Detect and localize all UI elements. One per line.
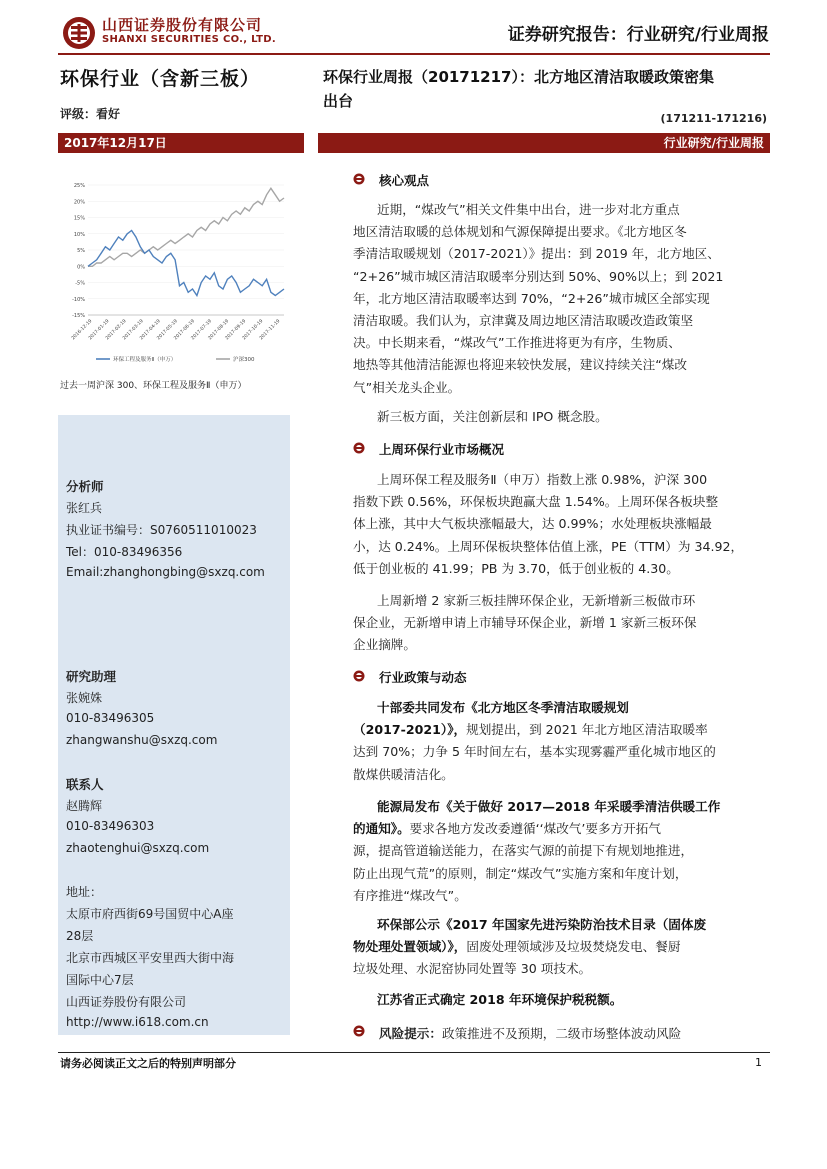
series-line (88, 231, 284, 296)
risk-warning (379, 1023, 681, 1042)
assistant-heading: 研究助理 (66, 669, 117, 684)
text-line: 散煤供暖清洁化。 (353, 766, 454, 782)
text-line-bold: 物处理处置领域）》， (353, 939, 467, 955)
text-line-bold: 的通知》。 (353, 821, 410, 837)
address-line4: 国际中心7层 (66, 973, 134, 987)
text-line: 年，北方地区清洁取暖率达到 70%，“2+26”城市城区全部实现 (353, 290, 710, 306)
contact-tel: 010-83496303 (66, 819, 155, 833)
report-range: (171211-171216) (660, 112, 767, 125)
policy-item-4 (353, 989, 769, 1011)
text-line: 固废处理领域涉及垃圾焚烧发电、餐厨 (466, 939, 681, 955)
text-line: 清洁取暖。我们认为，京津冀及周边地区清洁取暖改造政策坚 (353, 313, 694, 329)
x-tick-label: 2017-04-19 (139, 318, 162, 342)
risk-text: 政策推进不及预期，二级市场整体波动风险 (441, 1026, 682, 1041)
text-line: 地热等其他清洁能源也将迎来较快发展，建议持续关注“煤改 (353, 357, 687, 373)
assistant-name: 张婉姝 (66, 691, 103, 705)
y-tick-label: 15% (73, 215, 85, 222)
report-tag: 行业研究/行业周报 (318, 133, 770, 153)
text-line: 上周环保工程及服务Ⅱ（申万）指数上涨 0.98%，沪深 300 (377, 472, 708, 487)
header-divider (58, 53, 770, 55)
text-line: 小，达 0.24%。上周环保板块整体估值上涨，PE（TTM）为 34.92， (353, 538, 744, 554)
report-title-line2: 出台 (323, 92, 354, 110)
analyst-tel: Tel：010-83496356 (66, 545, 183, 559)
text-line: 防止出现气荒”的原则，制定“煤改气”实施方案和年度计划， (353, 865, 688, 881)
industry-title: 环保行业（含新三板） (60, 68, 261, 90)
performance-chart (60, 175, 296, 375)
y-tick-label: -5% (75, 280, 85, 287)
text-line: 保企业，无新增申请上市辅导环保企业，新增 1 家新三板环保 (353, 615, 697, 631)
text-line: 近期，“煤改气”相关文件集中出台，进一步对北方重点 (377, 202, 680, 217)
company-url[interactable]: http://www.i618.com.cn (66, 1015, 209, 1029)
legend-label: 环保工程及服务Ⅱ（申万） (113, 357, 177, 363)
section-bullet-icon (353, 1025, 365, 1037)
x-tick-label: 2017-10-19 (241, 318, 265, 342)
x-tick-label: 2017-06-19 (173, 318, 196, 342)
x-tick-label: 2017-11-19 (258, 318, 282, 342)
policy-item-1 (353, 697, 769, 786)
x-tick-label: 2017-03-19 (122, 318, 145, 342)
analyst-heading: 分析师 (66, 479, 104, 494)
x-tick-label: 2017-08-19 (207, 318, 231, 342)
text-line: 地区清洁取暖的总体规划和气源保障提出要求。《北方地区冬 (353, 224, 687, 240)
text-line: 有序推进“煤改气”。 (353, 887, 467, 903)
y-tick-label: 20% (73, 199, 85, 206)
address-line3: 北京市西城区平安里西大街中海 (66, 951, 235, 965)
contact-name: 赵腾辉 (66, 799, 103, 813)
analyst-name: 张红兵 (66, 501, 103, 515)
x-tick-label: 2017-05-19 (156, 318, 179, 342)
section-market-title: 上周环保行业市场概况 (379, 442, 505, 457)
x-tick-label: 2016-12-19 (70, 318, 94, 342)
neeq-paragraph: 新三板方面，关注创新层和 IPO 概念股。 (377, 409, 608, 424)
y-tick-label: -10% (72, 296, 85, 303)
company-name: 山西证券股份有限公司 (66, 995, 187, 1009)
text-line: 决。中长期来看，“煤改气”工作推进将更为有序，生物质、 (353, 335, 681, 351)
risk-label: 风险提示： (379, 1026, 442, 1041)
rating: 评级：看好 (60, 107, 121, 121)
text-line: 指数下跌 0.56%，环保板块跑赢大盘 1.54%。上周环保各板块整 (353, 494, 719, 510)
policy-item-3 (353, 914, 769, 981)
company-name-cn: 山西证券股份有限公司 (102, 16, 263, 34)
section-core-view-title: 核心观点 (379, 173, 430, 188)
contact-heading: 联系人 (66, 777, 104, 792)
core-view-paragraph (353, 199, 769, 399)
text-line: 季清洁取暖规划（2017-2021）》提出：到 2019 年，北方地区、 (353, 246, 720, 262)
text-line-bold: 十部委共同发布《北方地区冬季清洁取暖规划 (377, 700, 629, 715)
text-line: 企业摘牌。 (353, 637, 416, 653)
text-line: 低于创业板的 41.99；PB 为 3.70，低于创业板的 4.30。 (353, 560, 679, 576)
x-tick-label: 2017-02-19 (105, 318, 128, 342)
section-bullet-icon (353, 442, 365, 454)
footer-divider (58, 1052, 770, 1053)
company-name-en: SHANXI SECURITIES CO., LTD. (102, 34, 276, 45)
market-paragraph (353, 469, 769, 580)
address-line1: 太原市府西街69号国贸中心A座 (66, 907, 234, 921)
page-number: 1 (755, 1056, 762, 1069)
series-line (88, 188, 284, 266)
contact-email[interactable]: zhaotenghui@sxzq.com (66, 841, 210, 855)
text-line: 规划提出，到 2021 年北方地区清洁取暖率 (466, 722, 708, 738)
y-tick-label: 0% (77, 264, 85, 271)
analyst-email[interactable]: Email:zhanghongbing@sxzq.com (66, 565, 265, 579)
text-line: 体上涨，其中大气板块涨幅最大，达 0.99%；水处理板块涨幅最 (353, 516, 712, 532)
legend-label: 沪深300 (233, 357, 255, 363)
y-tick-label: 5% (77, 248, 85, 254)
x-tick-label: 2017-09-19 (224, 318, 248, 342)
assistant-email[interactable]: zhangwanshu@sxzq.com (66, 733, 218, 747)
y-tick-label: 10% (73, 231, 85, 238)
contact-panel (58, 415, 290, 1035)
text-line: 气”相关龙头企业。 (353, 379, 461, 395)
chart-caption: 过去一周沪深 300、环保工程及服务Ⅱ（申万） (60, 381, 247, 391)
text-line: 上周新增 2 家新三板挂牌环保企业，无新增新三板做市环 (377, 593, 696, 608)
text-line-bold: （2017-2021）》， (353, 722, 467, 738)
analyst-cert: 执业证书编号：S0760511010023 (66, 523, 257, 537)
section-bullet-icon (353, 670, 365, 682)
company-logo-icon (62, 16, 96, 50)
x-tick-label: 2017-07-19 (190, 318, 214, 342)
assistant-tel: 010-83496305 (66, 711, 155, 725)
policy-item-2 (353, 796, 769, 907)
section-policy-title: 行业政策与动态 (379, 670, 467, 685)
text-line-bold: 江苏省正式确定 2018 年环境保护税税额。 (377, 992, 623, 1007)
neeq-market-paragraph (353, 590, 769, 657)
text-line: 达到 70%；力争 5 年时间左右，基本实现雾霾严重化城市地区的 (353, 744, 716, 760)
report-date: 2017年12月17日 (58, 133, 304, 153)
text-line: “2+26”城市城区清洁取暖率分别达到 50%、90%以上；到 2021 (353, 268, 724, 284)
x-tick-label: 2017-01-19 (88, 318, 111, 342)
report-title (323, 65, 763, 113)
text-line: 要求各地方发改委遵循‘‘煤改气’要多方开拓气 (409, 821, 661, 837)
address-line2: 28层 (66, 929, 94, 943)
text-line: 源，提高管道输送能力，在落实气源的前提下有规划地推进， (353, 843, 694, 859)
y-tick-label: 25% (73, 183, 85, 189)
footer-notice: 请务必阅读正文之后的特别声明部分 (60, 1057, 236, 1070)
text-line-bold: 能源局发布《关于做好 2017—2018 年采暖季清洁供暖工作 (377, 799, 721, 814)
address-heading: 地址： (66, 885, 103, 899)
y-tick-label: -15% (72, 313, 85, 319)
report-title-line1: 环保行业周报（20171217）：北方地区清洁取暖政策密集 (323, 68, 714, 86)
section-bullet-icon (353, 173, 365, 185)
document-type: 证券研究报告：行业研究/行业周报 (507, 25, 769, 45)
text-line-bold: 环保部公示《2017 年国家先进污染防治技术目录（固体废 (377, 917, 707, 932)
text-line: 垃圾处理、水泥窑协同处置等 30 项技术。 (353, 961, 592, 977)
